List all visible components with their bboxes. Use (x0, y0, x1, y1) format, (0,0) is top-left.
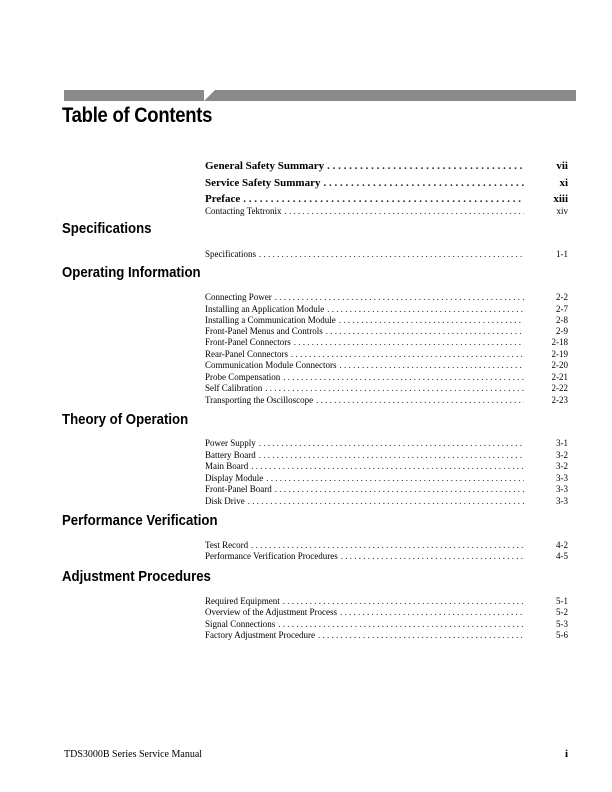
toc-entry-page: 2-8 (556, 315, 568, 325)
toc-entry-page: vii (556, 160, 568, 172)
toc-entry[interactable] (205, 437, 568, 449)
toc-entry-page: 5-6 (556, 630, 568, 640)
leader-dots (341, 550, 524, 562)
toc-entry-page: 5-1 (556, 596, 568, 606)
toc-entry-title: Main Board (205, 461, 249, 471)
toc-entry[interactable] (205, 394, 568, 406)
section-heading-specifications: Specifications (62, 220, 152, 237)
toc-entry-title: Factory Adjustment Procedure (205, 630, 315, 640)
toc-entry-title: Front-Panel Menus and Controls (205, 326, 323, 336)
toc-entry-page: 2-19 (551, 349, 568, 359)
toc-entry-title: Overview of the Adjustment Process (205, 607, 337, 617)
toc-entry-page: 3-2 (556, 461, 568, 471)
toc-entry[interactable] (205, 495, 568, 507)
toc-entry-title: Disk Drive (205, 496, 245, 506)
header-rule-notch (204, 90, 215, 101)
toc-entry[interactable] (205, 382, 568, 394)
leader-dots (318, 629, 524, 641)
toc-entry-page: 5-3 (556, 619, 568, 629)
toc-entry-title: Installing a Communication Module (205, 315, 336, 325)
toc-entry-page: 4-5 (556, 551, 568, 561)
toc-entry-title: Rear-Panel Connectors (205, 349, 289, 359)
toc-entry-title: Front-Panel Board (205, 484, 272, 494)
toc-entry[interactable] (205, 291, 568, 303)
toc-entry-general-safety-summary[interactable] (205, 159, 568, 173)
toc-entry-preface[interactable] (205, 192, 568, 206)
toc-entry-title: Required Equipment (205, 596, 280, 606)
footer-page-number: i (564, 748, 568, 760)
leader-dots (323, 176, 524, 190)
toc-entry-page: 3-3 (556, 484, 568, 494)
toc-entry-title: Performance Verification Procedures (205, 551, 338, 561)
toc-entry-title: Probe Compensation (205, 372, 281, 382)
toc-entry-page: 3-2 (556, 450, 568, 460)
toc-entry[interactable] (205, 460, 568, 472)
toc-entry[interactable] (205, 550, 568, 562)
section-heading-theory-of-operation: Theory of Operation (62, 411, 189, 428)
toc-entry-title: Contacting Tektronix (205, 206, 282, 216)
toc-entry-title: General Safety Summary (205, 160, 325, 172)
toc-entry[interactable] (205, 629, 568, 641)
toc-entry-page: xi (559, 177, 568, 189)
leader-dots (259, 437, 524, 449)
toc-entry-title: Specifications (205, 249, 256, 259)
leader-dots (339, 359, 524, 371)
toc-entry-page: 1-1 (556, 249, 568, 259)
header-rule (64, 90, 576, 101)
leader-dots (265, 382, 524, 394)
leader-dots (340, 606, 524, 618)
leader-dots (275, 483, 524, 495)
toc-entry-page: 3-3 (556, 496, 568, 506)
leader-dots (284, 205, 524, 217)
toc-entry-page: xiii (553, 193, 568, 205)
toc-entry-title: Front-Panel Connectors (205, 337, 291, 347)
leader-dots (316, 394, 524, 406)
leader-dots (327, 159, 524, 173)
section-heading-adjustment-procedures: Adjustment Procedures (62, 568, 211, 585)
leader-dots (248, 495, 524, 507)
toc-entry-page: 2-7 (556, 304, 568, 314)
leader-dots (275, 291, 524, 303)
toc-entry-page: 2-22 (551, 383, 568, 393)
toc-entry-title: Preface (205, 193, 241, 205)
section-heading-operating-information: Operating Information (62, 264, 201, 281)
toc-entry-title: Self Calibration (205, 383, 263, 393)
toc-entry-title: Power Supply (205, 438, 256, 448)
toc-entry[interactable] (205, 248, 568, 260)
toc-entry-title: Transporting the Oscilloscope (205, 395, 314, 405)
toc-entry-title: Signal Connections (205, 619, 276, 629)
toc-entry-page: 2-2 (556, 292, 568, 302)
toc-entry-title: Test Record (205, 540, 249, 550)
footer-manual-name: TDS3000B Series Service Manual (64, 749, 203, 760)
toc-entry-title: Display Module (205, 473, 264, 483)
toc-entry[interactable] (205, 359, 568, 371)
toc-entry[interactable] (205, 606, 568, 618)
toc-entry-service-safety-summary[interactable] (205, 176, 568, 190)
toc-entry-page: 5-2 (556, 607, 568, 617)
toc-entry-contacting-tektronix[interactable] (205, 205, 568, 217)
toc-entry-page: xiv (556, 206, 568, 216)
toc-entry-title: Battery Board (205, 450, 256, 460)
toc-entry-title: Connecting Power (205, 292, 272, 302)
leader-dots (251, 460, 524, 472)
toc-entry[interactable] (205, 336, 568, 348)
toc-entry-page: 3-3 (556, 473, 568, 483)
leader-dots (259, 248, 524, 260)
toc-entry-page: 2-18 (551, 337, 568, 347)
leader-dots (243, 192, 524, 206)
toc-entry-page: 2-23 (551, 395, 568, 405)
toc-entry-page: 2-21 (551, 372, 568, 382)
toc-entry-title: Installing an Application Module (205, 304, 325, 314)
toc-entry-title: Service Safety Summary (205, 177, 321, 189)
page-title: Table of Contents (62, 104, 213, 127)
toc-entry-page: 2-9 (556, 326, 568, 336)
leader-dots (294, 336, 524, 348)
toc-entry-page: 4-2 (556, 540, 568, 550)
toc-entry-page: 2-20 (551, 360, 568, 370)
toc-entry-title: Communication Module Connectors (205, 360, 337, 370)
toc-entry[interactable] (205, 483, 568, 495)
toc-entry-page: 3-1 (556, 438, 568, 448)
section-heading-performance-verification: Performance Verification (62, 512, 218, 529)
